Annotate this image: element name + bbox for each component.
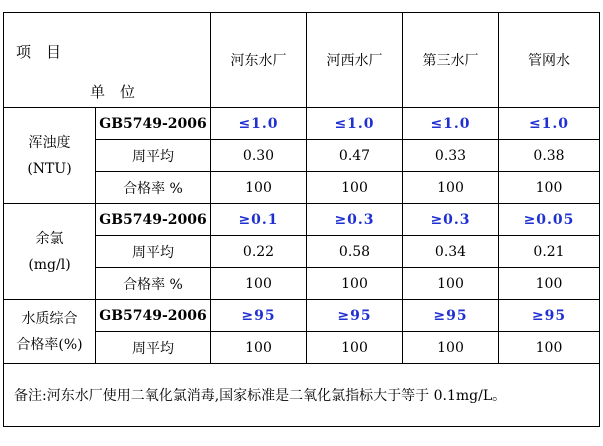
standard-limit: ≥0.3: [307, 204, 403, 236]
row-label: 周平均: [96, 236, 211, 268]
standard-limit: ≥95: [499, 300, 600, 332]
indicator-turbidity: [4, 108, 96, 204]
standard-limit: ≤1.0: [499, 108, 600, 140]
value-cell: 0.22: [211, 236, 307, 268]
value-cell: 100: [307, 172, 403, 204]
value-cell: 0.58: [307, 236, 403, 268]
unit-header-label: 单 位: [90, 83, 136, 101]
value-cell: 100: [403, 268, 499, 300]
standard-limit: ≤1.0: [211, 108, 307, 140]
value-cell: 100: [403, 172, 499, 204]
row-label: 周平均: [96, 332, 211, 364]
standard-limit: ≥95: [211, 300, 307, 332]
value-cell: 100: [499, 332, 600, 364]
row-label: 周平均: [96, 140, 211, 172]
value-cell: 0.21: [499, 236, 600, 268]
standard-limit: ≥95: [403, 300, 499, 332]
standard-limit: ≥0.05: [499, 204, 600, 236]
item-header-label: 项 目: [16, 43, 62, 61]
note-row: [4, 364, 600, 427]
row-label: 合格率 %: [96, 268, 211, 300]
standard-code: GB5749-2006: [96, 204, 211, 236]
header-corner-cell: [4, 13, 211, 108]
standard-limit: ≥0.3: [403, 204, 499, 236]
value-cell: 100: [499, 268, 600, 300]
indicator-residual-chlorine: [4, 204, 96, 300]
plant-header-hexi: 河西水厂: [307, 13, 403, 108]
standard-limit: ≥95: [307, 300, 403, 332]
table-row: [4, 204, 600, 236]
header-row: [4, 13, 600, 108]
value-cell: 100: [307, 332, 403, 364]
indicator-unit: (mg/l): [28, 256, 71, 273]
plant-header-guanwang: 管网水: [499, 13, 600, 108]
value-cell: 0.47: [307, 140, 403, 172]
value-cell: 100: [499, 172, 600, 204]
indicator-name: 浑浊度: [28, 134, 71, 151]
table-row: [4, 300, 600, 332]
indicator-overall-pass-rate: [4, 300, 96, 364]
value-cell: 100: [211, 268, 307, 300]
indicator-unit: (NTU): [27, 160, 72, 177]
water-quality-table: [3, 12, 600, 427]
note-text: 备注:河东水厂使用二氧化氯消毒,国家标准是二氧化氯指标大于等于 0.1mg/L。: [4, 364, 600, 427]
value-cell: 0.34: [403, 236, 499, 268]
standard-code: GB5749-2006: [96, 108, 211, 140]
value-cell: 100: [307, 268, 403, 300]
value-cell: 0.33: [403, 140, 499, 172]
indicator-unit: 合格率(%): [16, 336, 83, 353]
standard-limit: ≤1.0: [403, 108, 499, 140]
plant-header-disan: 第三水厂: [403, 13, 499, 108]
standard-limit: ≥0.1: [211, 204, 307, 236]
value-cell: 0.38: [499, 140, 600, 172]
standard-code: GB5749-2006: [96, 300, 211, 332]
plant-header-hedong: 河东水厂: [211, 13, 307, 108]
indicator-name: 余氯: [35, 230, 64, 247]
row-label: 合格率 %: [96, 172, 211, 204]
indicator-name: 水质综合: [21, 310, 78, 327]
value-cell: 0.30: [211, 140, 307, 172]
standard-limit: ≤1.0: [307, 108, 403, 140]
value-cell: 100: [403, 332, 499, 364]
value-cell: 100: [211, 332, 307, 364]
value-cell: 100: [211, 172, 307, 204]
table-row: [4, 108, 600, 140]
